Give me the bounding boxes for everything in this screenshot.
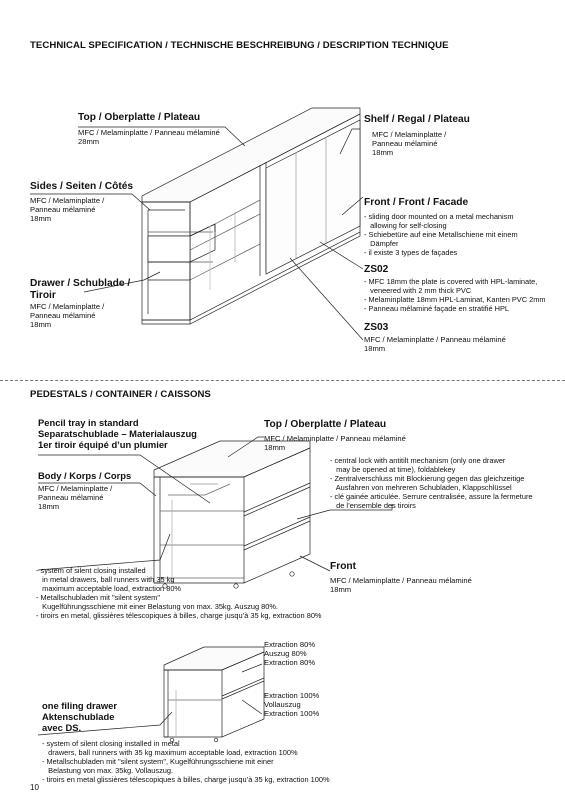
pedestal-front-label: Front [330, 561, 357, 572]
pedestal-top-label: Top / Oberplatte / Plateau [264, 419, 387, 430]
cabinet-drawer-label: Drawer / Schublade / Tiroir [30, 278, 131, 301]
pedestal-front-spec: MFC / Melaminplatte / Panneau mélaminé 18mm [330, 576, 472, 594]
cabinet-top-spec: MFC / Melaminplatte / Panneau mélaminé 28mm [78, 128, 220, 146]
zs02-list: - MFC 18mm the plate is covered with HPL-laminate, veneered with 2 mm thick PVC - Melaminplatte 18mm HPL-Laminat, Kanten PVC 2mm - Panneau mélaminé façade en stratifié HPL [364, 277, 546, 313]
page-number: 10 [30, 783, 39, 792]
cabinet-top-label: Top / Oberplatte / Plateau [78, 112, 201, 123]
cabinet-shelf-spec: MFC / Melaminplatte / Panneau mélaminé 18mm [372, 130, 447, 157]
zs03-label: ZS03 [364, 322, 389, 333]
filing-drawer-label: one filing drawer Aktenschublade avec DS. [42, 700, 118, 733]
zs03-spec: MFC / Melaminplatte / Panneau mélaminé 18mm [364, 335, 506, 353]
cabinet-drawer-spec: MFC / Melaminplatte / Panneau mélaminé 18mm [30, 302, 105, 329]
filing-silent-list: - system of silent closing installed in metal drawers, ball runners with 35 kg maximum acceptable load, extraction 100% - Metallschubladen mit "silent system", Kugelführungsschiene mit einer Belastung von max. 35kg. Vollauszug. - tiroirs en metal glissières télescopiques à billes, charge jusqu’à 35 kg, extraction 100% [42, 739, 330, 784]
cabinet-sides-spec: MFC / Melaminplatte / Panneau mélaminé 18mm [30, 196, 105, 223]
lock-list: - central lock with antitilt mechanism (only one drawer may be opened at time), foldablekey - Zentralverschluss mit Blockierung gegen das gleichzeitige Ausfahren von mehreren Schubladen, Klappschlüssel - clé gainée articulée. Serrure centralisée, assure la fermeture de l’ensemble des tiroirs [330, 456, 533, 510]
pedestal-body-spec: MFC / Melaminplatte / Panneau mélaminé 18mm [38, 484, 113, 511]
pedestal-body-label: Body / Korps / Corps [38, 470, 132, 481]
extraction-80-spec: Extraction 80% Auszug 80% Extraction 80% [264, 640, 316, 667]
pedestal-top-spec: MFC / Melaminplatte / Panneau mélaminé 18mm [264, 434, 406, 452]
cabinet-front-list: - sliding door mounted on a metal mechanism allowing for self-closing - Schiebetüre auf eine Metallschiene mit einem Dämpfer - il existe 3 types de façades [364, 212, 518, 257]
pedestals-heading: PEDESTALS / CONTAINER / CAISSONS [30, 389, 211, 400]
section-divider [0, 380, 565, 381]
page-title: TECHNICAL SPECIFICATION / TECHNISCHE BESCHREIBUNG / DESCRIPTION TECHNIQUE [30, 40, 449, 51]
cabinet-front-label: Front / Front / Facade [364, 197, 469, 208]
cabinet-shelf-label: Shelf / Regal / Plateau [364, 114, 470, 125]
zs02-label: ZS02 [364, 264, 389, 275]
extraction-100-spec: Extraction 100% Vollauszug Extraction 100% [264, 691, 320, 718]
pencil-tray-label: Pencil tray in standard Separatschublade – Materialauszug 1er tiroir équipé d’un plumier [38, 417, 197, 450]
cabinet-sides-label: Sides / Seiten / Côtés [30, 181, 134, 192]
silent-closing-list: - system of silent closing installed in metal drawers, ball runners with 35 kg maximum acceptable load, extraction 80% - Metallschubladen mit "silent system" Kugelführungsschiene mit einer Belastung von max. 35kg. Auszug 80%. - tiroirs en metal, glissières télescopiques à billes, charge jusqu’à 35 kg, extraction 80% [36, 566, 322, 620]
